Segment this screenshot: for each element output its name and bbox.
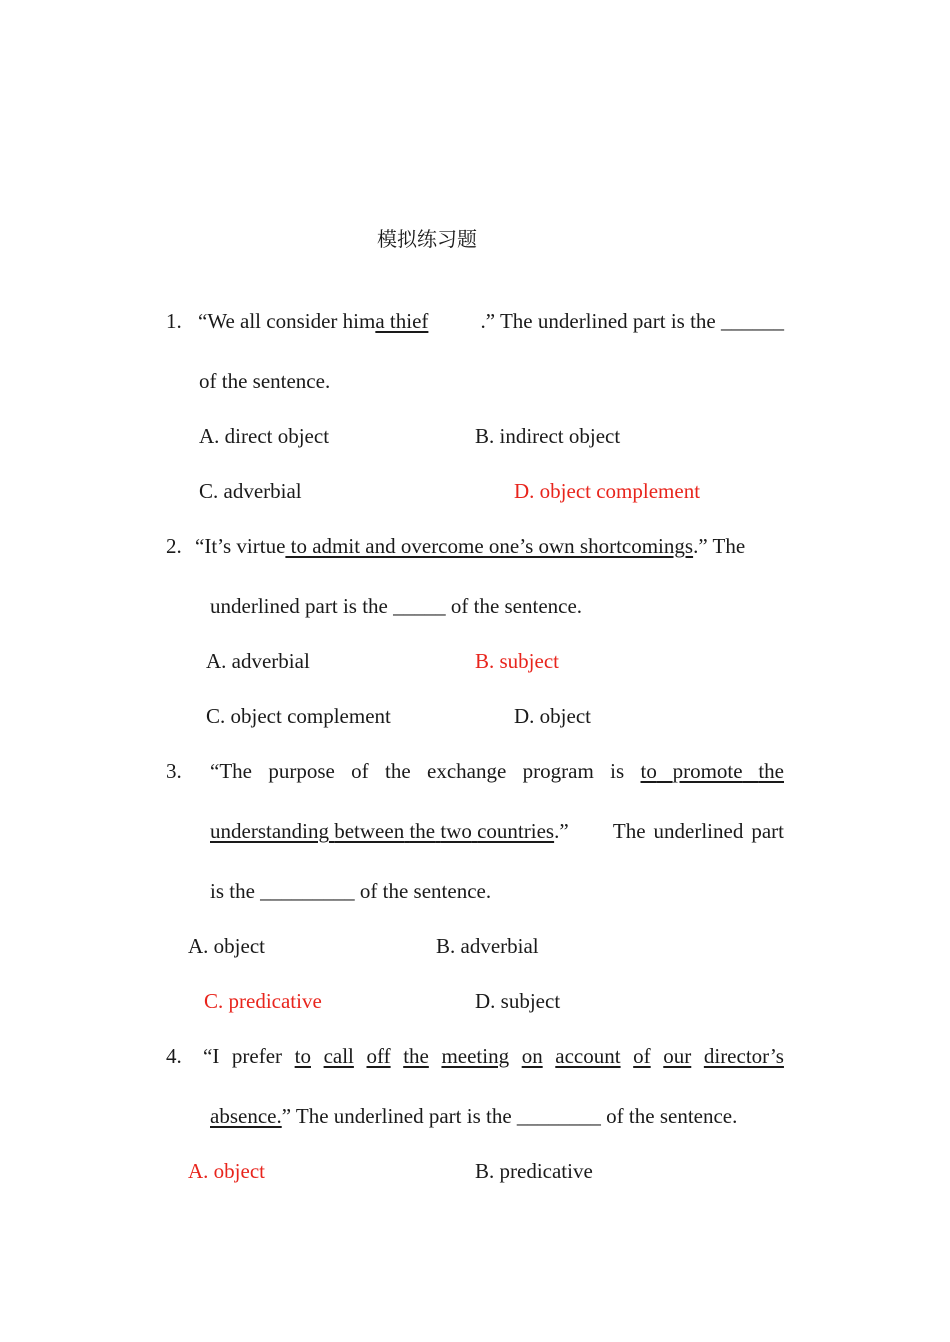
underlined-text [641,758,784,784]
question-stem-line: is the _________ of the sentence. [210,879,492,903]
stem-text: .” The [693,534,746,558]
stem-word: .” [554,819,569,843]
option-a: A. adverbial [206,649,310,673]
option-c-answer: C. predicative [204,989,322,1013]
underlined-word: off [366,1044,391,1068]
question-stem-line [210,818,784,844]
stem-word: underlined [653,819,744,843]
stem-group [195,533,745,559]
question-number: 2. [166,534,182,558]
option-b-answer: B. subject [475,649,559,673]
option-c: C. adverbial [199,479,302,503]
stem-word: “We all consider him [198,309,376,333]
stem-word: purpose [268,759,335,783]
stem-word: is [610,759,625,783]
question-stem-line [203,1043,784,1069]
option-d: D. subject [475,989,561,1013]
option-d-answer: D. object complement [514,479,701,503]
question-stem-line [210,758,784,784]
question-stem-line [195,533,784,559]
stem-word: exchange [427,759,507,783]
question-number: 1. [166,309,182,333]
page-title: 模拟练习题 [377,227,477,251]
stem-word: the [385,759,411,783]
underlined-word: director’s [703,1044,784,1068]
stem-text: .” The underlined part is the ______ [480,309,784,333]
stem-text: “It’s virtue [195,534,286,558]
option-a: A. direct object [199,424,330,448]
option-b: B. indirect object [475,424,621,448]
stem-word: “I [203,1044,220,1068]
question-number: 3. [166,759,182,783]
option-a: A. object [188,934,265,958]
option-d: D. object [514,704,591,728]
underlined-word: our [663,1044,692,1068]
underlined-word: to [640,759,657,783]
underlined-word: understanding [210,819,329,843]
underlined-text: a thief [375,309,429,333]
underlined-text: to admit and overcome one’s own shortcomings [285,534,694,558]
underlined-text [210,818,554,844]
underlined-word: the [758,759,784,783]
underlined-word: promote [672,759,743,783]
stem-text: ” The underlined part is the ________ of the sentence. [281,1104,738,1128]
underlined-word: meeting [441,1044,510,1068]
underlined-word: between [334,819,405,843]
underlined-word: account [555,1044,621,1068]
stem-word: The [612,819,646,843]
question-stem-line [198,308,784,334]
underlined-word: to [294,1044,311,1068]
question-stem-line: of the sentence. [199,369,331,393]
underlined-word: of [633,1044,651,1068]
question-number: 4. [166,1044,182,1068]
underlined-word: call [323,1044,354,1068]
option-a-answer: A. object [188,1159,265,1183]
underlined-word: the [403,1044,429,1068]
option-c: C. object complement [206,704,391,728]
option-b: B. predicative [475,1159,593,1183]
underlined-word: countries [477,819,555,843]
stem-word: part [751,819,784,843]
stem-word: program [522,759,594,783]
underlined-word: the [409,819,436,843]
underlined-text: absence. [210,1104,282,1128]
question-stem-line: underlined part is the _____ of the sentence. [210,594,583,618]
option-b: B. adverbial [436,934,539,958]
stem-word: “The [210,759,252,783]
underlined-word: two [440,819,472,843]
question-stem-line [210,1103,737,1129]
stem-word: of [351,759,369,783]
stem-word: prefer [231,1044,283,1068]
underlined-word: on [521,1044,543,1068]
